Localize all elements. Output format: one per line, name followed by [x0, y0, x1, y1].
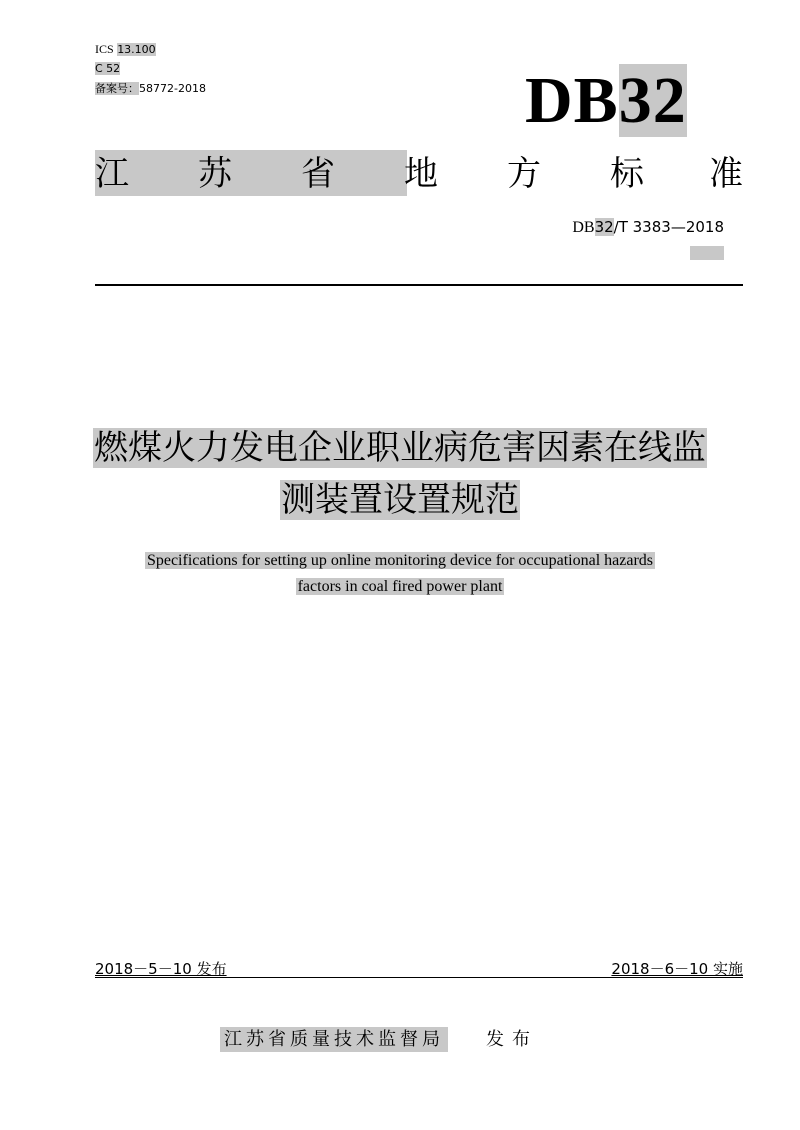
- title-cn-line1: [0, 426, 800, 470]
- footer-divider: [95, 977, 743, 978]
- logo-province: 32: [618, 64, 687, 137]
- issuer-action: 发布: [486, 1029, 538, 1050]
- ics-prefix: ICS: [95, 42, 114, 56]
- heading-char: 苏: [198, 154, 232, 194]
- title-en-line2: [0, 574, 800, 600]
- heading-char: 方: [507, 154, 541, 194]
- heading-char: 省: [301, 154, 335, 194]
- title-cn-line2-text: 测装置设置规范: [281, 480, 519, 520]
- heading-highlight: [95, 150, 407, 196]
- standard-province: 32: [594, 218, 614, 236]
- title-en-line1-text: Specifications for setting up online monitoring device for occupational hazards: [146, 552, 654, 569]
- ics-code: [95, 42, 156, 57]
- heading-char: 江: [95, 154, 129, 194]
- issuer-name: 江苏省质量技术监督局: [220, 1027, 448, 1052]
- publish-date: 2018－5－10 发布: [95, 960, 227, 978]
- record-value: 58772-2018: [139, 82, 206, 95]
- issuer: [220, 1028, 538, 1052]
- ics-value: 13.100: [117, 43, 156, 56]
- record-label: 备案号：: [95, 82, 139, 95]
- logo-db: DB: [525, 64, 619, 137]
- title-en-line2-text: factors in coal fired power plant: [297, 578, 503, 595]
- heading-char: 准: [709, 154, 743, 194]
- header-divider: [95, 284, 743, 286]
- db32-logo: [525, 62, 687, 140]
- title-cn-line1-text: 燃煤火力发电企业职业病危害因素在线监: [94, 428, 706, 468]
- implement-date: 2018－6－10 实施: [611, 960, 743, 978]
- standard-number: [572, 218, 724, 237]
- standard-prefix: DB: [572, 219, 595, 236]
- standard-category-heading: [95, 150, 745, 196]
- heading-char: 地: [404, 154, 438, 194]
- standard-suffix: /T 3383—2018: [613, 218, 724, 236]
- highlight-placeholder: [690, 246, 724, 260]
- title-en-line1: [0, 548, 800, 574]
- classification-code: [95, 62, 120, 76]
- record-number: [95, 82, 206, 96]
- classification-value: C 52: [95, 62, 121, 75]
- heading-char: 标: [610, 154, 644, 194]
- title-cn-line2: [0, 478, 800, 522]
